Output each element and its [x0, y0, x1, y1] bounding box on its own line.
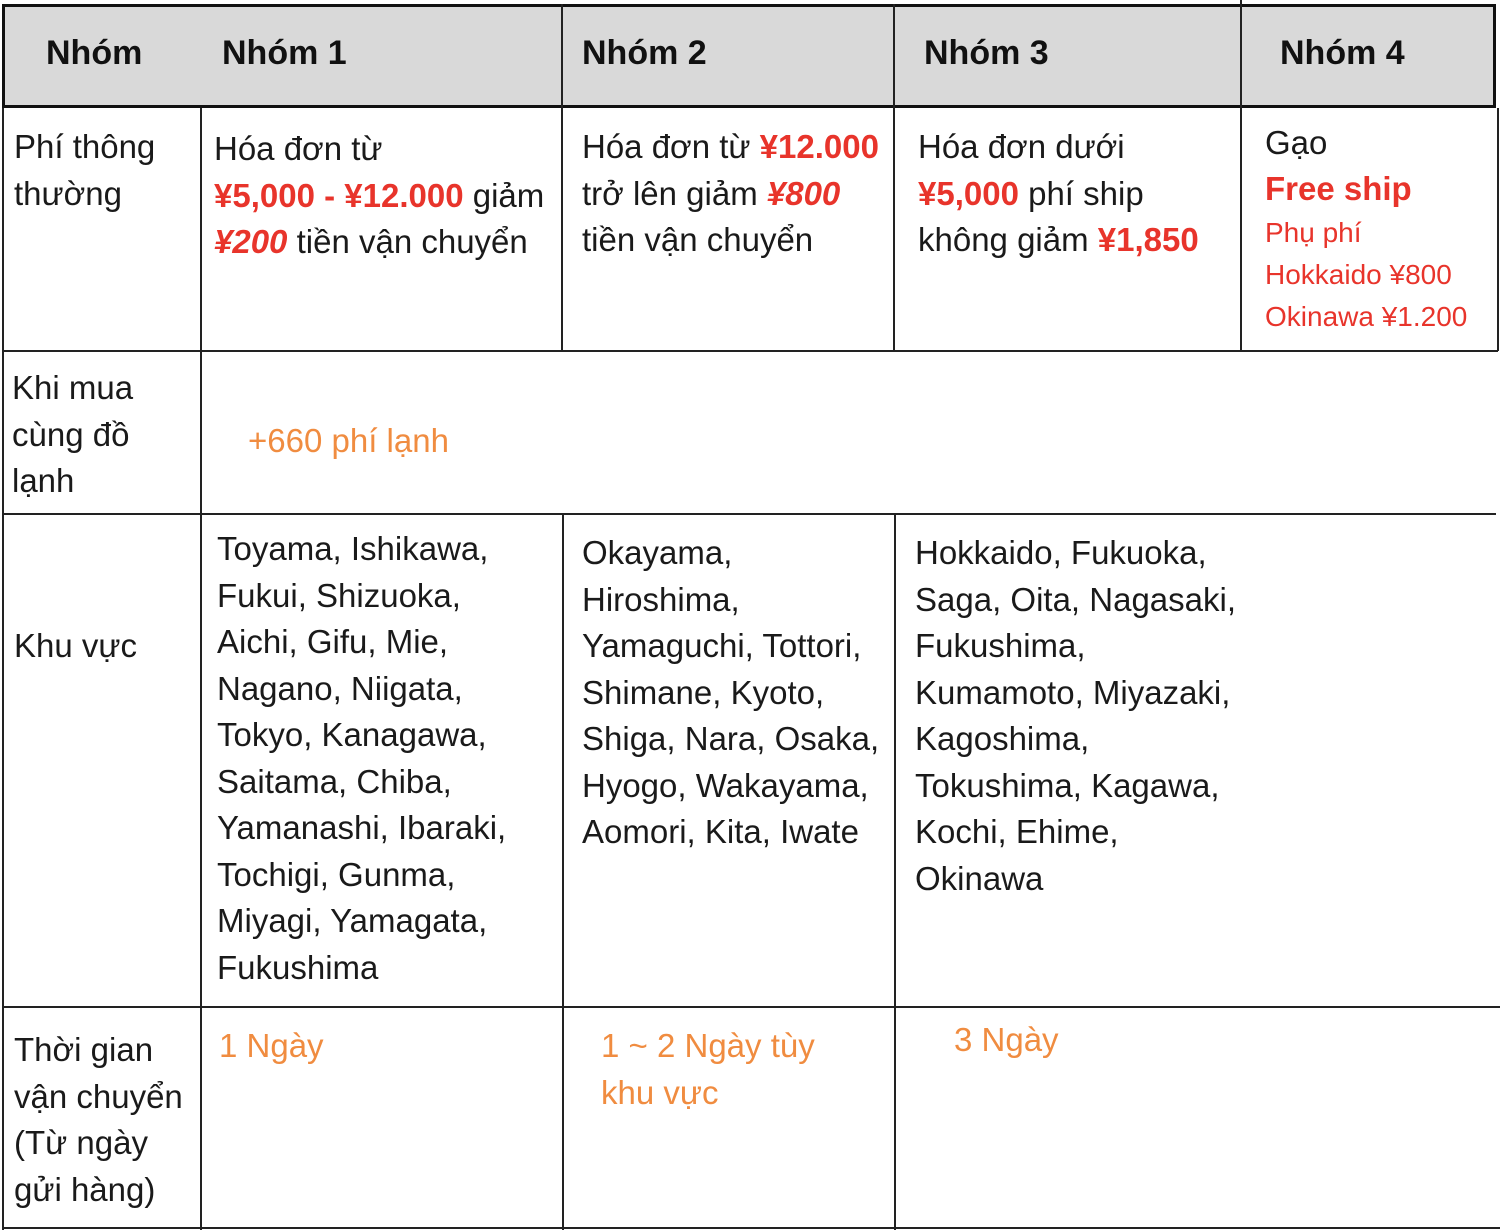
region-line: Kochi, Ehime, — [915, 813, 1119, 850]
fee-text: Hóa đơn dưới — [918, 128, 1125, 165]
surcharge-label: Phụ phí — [1265, 217, 1362, 248]
region-line: Toyama, Ishikawa, — [217, 530, 489, 567]
row-divider — [2, 513, 1496, 515]
header-divider — [1240, 0, 1242, 108]
fee-line — [214, 173, 544, 220]
region-line: Fukushima, — [915, 627, 1086, 664]
row-label-fee — [14, 124, 155, 217]
header-divider — [893, 4, 895, 108]
row-divider — [2, 350, 1498, 352]
row-label-line: (Từ ngày — [14, 1124, 148, 1161]
surcharge-hokkaido: Hokkaido ¥800 — [1265, 259, 1452, 290]
region-line: Fukui, Shizuoka, — [217, 576, 461, 614]
surcharge-okinawa: Okinawa ¥1.200 — [1265, 301, 1468, 332]
region-line: Tokushima, Kagawa, — [915, 766, 1220, 804]
header-group-3: Nhóm 3 — [924, 34, 1049, 72]
delivery-time-line: khu vực — [601, 1073, 719, 1111]
fee-text: trở lên giảm — [582, 174, 767, 212]
region-line: Okayama, — [582, 534, 733, 571]
region-line: Hiroshima, — [582, 580, 740, 618]
fee-group-4 — [1265, 120, 1467, 338]
row-label-line: Khi mua — [12, 369, 134, 406]
fee-text: tiền vận chuyển — [582, 221, 814, 258]
fee-group-2 — [582, 124, 879, 264]
region-list-group-3 — [915, 530, 1236, 902]
region-line: Aichi, Gifu, Mie, — [217, 623, 449, 660]
fee-amount: ¥1,850 — [1097, 221, 1199, 258]
fee-text: Hóa đơn từ — [582, 128, 760, 165]
region-line: Nagano, Niigata, — [217, 669, 463, 707]
header-divider — [561, 4, 563, 108]
fee-line — [214, 219, 544, 266]
delivery-time-group-2 — [601, 1023, 815, 1116]
fee-discount-amount: ¥800 — [766, 174, 841, 212]
column-divider — [562, 514, 564, 1230]
row-divider — [2, 1006, 1500, 1008]
table-right-border — [1497, 108, 1499, 351]
region-line: Hyogo, Wakayama, — [582, 766, 869, 804]
region-line: Shiga, Nara, Osaka, — [582, 720, 880, 757]
table-left-border — [2, 108, 4, 1230]
fee-group-3 — [918, 124, 1199, 264]
table-bottom-border — [2, 1227, 1500, 1229]
fee-text: không giảm — [918, 221, 1098, 258]
cold-surcharge: +660 phí lạnh — [248, 422, 449, 459]
header-group-label: Nhóm — [46, 34, 143, 72]
column-divider — [1240, 108, 1242, 351]
row-label-line: lạnh — [12, 462, 75, 499]
row-label-line: gửi hàng) — [14, 1170, 156, 1208]
delivery-time-group-3: 3 Ngày — [954, 1021, 1059, 1058]
region-line: Tokyo, Kanagawa, — [217, 716, 487, 753]
fee-group-1 — [214, 126, 544, 266]
region-list-group-2 — [582, 530, 879, 856]
delivery-time-line: 1 ~ 2 Ngày tùy — [601, 1027, 815, 1064]
fee-line — [582, 171, 879, 218]
header-group-2: Nhóm 2 — [582, 34, 707, 72]
header-group-1: Nhóm 1 — [222, 34, 347, 72]
delivery-time-group-1: 1 Ngày — [219, 1027, 324, 1064]
fee-text: giảm — [463, 176, 545, 214]
region-line: Hokkaido, Fukuoka, — [915, 534, 1207, 571]
row-label-delivery-time — [14, 1027, 183, 1213]
fee-threshold-amount: ¥5,000 — [918, 174, 1019, 212]
fee-threshold-amount: ¥12.000 — [759, 128, 879, 165]
region-line: Fukushima — [217, 948, 379, 986]
fee-line — [918, 217, 1199, 264]
row-label-region: Khu vực — [14, 627, 137, 664]
free-ship-label: Free ship — [1265, 170, 1412, 207]
region-line: Kumamoto, Miyazaki, — [915, 673, 1231, 711]
row-label-line: vận chuyển — [14, 1077, 183, 1115]
region-line: Okinawa — [915, 859, 1044, 897]
region-line: Tochigi, Gunma, — [217, 855, 456, 893]
column-divider — [893, 108, 895, 351]
region-line: Shimane, Kyoto, — [582, 673, 825, 711]
fee-text: phí ship — [1018, 174, 1144, 212]
fee-line — [582, 124, 879, 171]
fee-text: tiền vận chuyển — [287, 223, 528, 260]
column-divider — [200, 108, 202, 1230]
row-label-line: Thời gian — [14, 1031, 154, 1068]
row-label-line: thường — [14, 174, 122, 212]
fee-text: Gạo — [1265, 124, 1328, 161]
region-line: Aomori, Kita, Iwate — [582, 813, 859, 850]
region-line: Yamanashi, Ibaraki, — [217, 809, 507, 846]
region-line: Saitama, Chiba, — [217, 762, 452, 800]
fee-discount-amount: ¥200 — [214, 223, 288, 260]
fee-text: Hóa đơn từ — [214, 130, 383, 167]
row-label-cold — [12, 365, 133, 505]
header-group-4: Nhóm 4 — [1280, 34, 1405, 72]
region-list-group-1 — [217, 526, 506, 991]
fee-line — [918, 171, 1199, 218]
region-line: Saga, Oita, Nagasaki, — [915, 580, 1237, 618]
region-line: Yamaguchi, Tottori, — [582, 627, 862, 664]
region-line: Kagoshima, — [915, 720, 1090, 757]
region-line: Miyagi, Yamagata, — [217, 902, 488, 939]
column-divider — [561, 108, 563, 351]
fee-amount-range: ¥5,000 - ¥12.000 — [214, 176, 464, 214]
row-label-line: Phí thông — [14, 128, 156, 165]
column-divider — [894, 514, 896, 1230]
row-label-line: cùng đồ — [12, 415, 130, 453]
